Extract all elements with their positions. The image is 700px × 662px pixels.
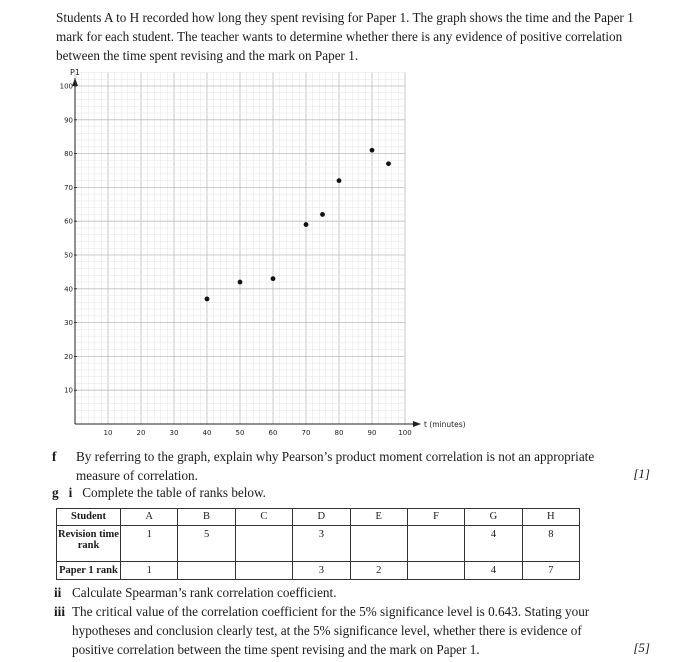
- data-point: [337, 178, 342, 183]
- header-cell: H: [522, 509, 579, 526]
- y-tick-label: 30: [64, 319, 73, 328]
- y-axis-label: P1: [70, 68, 80, 77]
- x-tick-label: 80: [334, 429, 344, 437]
- part-iii-text: The critical value of the correlation coefficient for the 5% significance level is 0.643. Stating your hypotheses and conclusion clearly test, at the 5% significance level, whether there is evidence of positive correlation between the time spent revising and the mark on Paper 1.: [72, 604, 590, 657]
- part-iii-label: iii: [54, 604, 65, 619]
- question-f: [52, 447, 618, 485]
- x-tick-label: 40: [202, 429, 212, 437]
- revision-rank-cell[interactable]: [235, 526, 292, 562]
- header-cell: E: [350, 509, 407, 526]
- revision-rank-row: [57, 526, 580, 562]
- paper-rank-cell[interactable]: 1: [121, 562, 178, 580]
- x-tick-label: 100: [398, 429, 412, 437]
- x-axis-label: t (minutes): [424, 420, 466, 429]
- question-f-marks: [1]: [633, 466, 650, 481]
- part-iii-marks: [5]: [633, 640, 650, 655]
- revision-rank-cell[interactable]: [350, 526, 407, 562]
- revision-rank-cell[interactable]: 1: [121, 526, 178, 562]
- data-point: [205, 297, 210, 302]
- x-tick-label: 50: [235, 429, 245, 437]
- rank-table: [56, 508, 580, 580]
- y-tick-label: 60: [64, 217, 73, 226]
- data-point: [304, 222, 309, 227]
- x-tick-label: 60: [268, 429, 278, 437]
- y-tick-label: 100: [59, 82, 73, 91]
- question-f-label: f: [52, 449, 57, 464]
- data-point: [386, 161, 391, 166]
- y-tick-label: 80: [64, 150, 73, 159]
- header-cell: B: [178, 509, 235, 526]
- paper-row-label: Paper 1 rank: [57, 562, 121, 580]
- chart-grid: [75, 72, 405, 424]
- question-g: [52, 484, 266, 502]
- question-g-ii: [54, 583, 614, 602]
- rank-table-header-row: [57, 509, 580, 526]
- x-tick-label: 30: [169, 429, 179, 437]
- question-f-text: By referring to the graph, explain why Pearson’s product moment correlation is not an appropriate measure of correlation.: [76, 449, 595, 483]
- paper-rank-cell[interactable]: [407, 562, 464, 580]
- data-point: [320, 212, 325, 217]
- paper-rank-cell[interactable]: 2: [350, 562, 407, 580]
- header-cell: F: [407, 509, 464, 526]
- chart-points: [205, 148, 391, 302]
- intro-paragraph: Students A to H recorded how long they spent revising for Paper 1. The graph shows the time and the Paper 1 mark for each student. The teacher wants to determine whether there is any evidence of positive correlation between the time spent revising and the mark on Paper 1.: [56, 10, 634, 63]
- part-ii-label: ii: [54, 585, 62, 600]
- x-tick-label: 90: [367, 429, 377, 437]
- question-g-sub-label: i: [68, 485, 73, 500]
- data-point: [238, 280, 243, 285]
- x-tick-label: 20: [136, 429, 146, 437]
- paper-rank-cell[interactable]: 4: [465, 562, 522, 580]
- paper-rank-cell[interactable]: 7: [522, 562, 579, 580]
- paper-rank-cell[interactable]: [235, 562, 292, 580]
- y-tick-label: 10: [64, 386, 73, 395]
- revision-rank-cell[interactable]: 5: [178, 526, 235, 562]
- header-cell: Student: [57, 509, 121, 526]
- revision-rank-cell[interactable]: 4: [465, 526, 522, 562]
- y-tick-label: 20: [64, 352, 73, 361]
- revision-rank-cell[interactable]: 3: [293, 526, 350, 562]
- header-cell: D: [293, 509, 350, 526]
- header-cell: A: [121, 509, 178, 526]
- paper-rank-cell[interactable]: 3: [293, 562, 350, 580]
- question-g-label: g: [52, 485, 59, 500]
- question-g-iii: [54, 602, 614, 659]
- paper-rank-cell[interactable]: [178, 562, 235, 580]
- y-tick-label: 50: [64, 251, 73, 260]
- header-cell: G: [465, 509, 522, 526]
- data-point: [370, 148, 375, 153]
- x-axis-arrow: [413, 421, 421, 427]
- header-cell: C: [235, 509, 292, 526]
- part-ii-text: Calculate Spearman’s rank correlation coefficient.: [72, 585, 337, 600]
- question-g-text: Complete the table of ranks below.: [82, 485, 266, 500]
- y-tick-label: 90: [64, 116, 73, 125]
- y-tick-label: 70: [64, 183, 73, 192]
- revision-rank-cell[interactable]: [407, 526, 464, 562]
- data-point: [271, 276, 276, 281]
- x-tick-label: 10: [103, 429, 113, 437]
- revision-row-label: Revision time rank: [57, 526, 121, 562]
- x-tick-label: 70: [301, 429, 311, 437]
- revision-rank-cell[interactable]: 8: [522, 526, 579, 562]
- paper-rank-row: [57, 562, 580, 580]
- y-tick-label: 40: [64, 285, 73, 294]
